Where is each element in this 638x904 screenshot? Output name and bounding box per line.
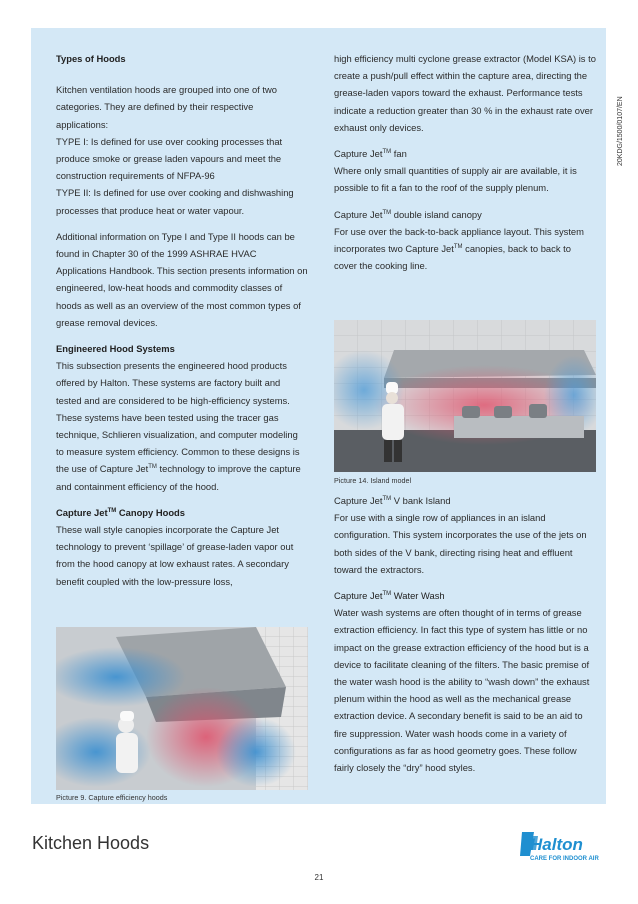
- canopy-heading: Capture Jet™ Canopy Hoods: [56, 506, 186, 518]
- canopy-paragraph: These wall style canopies incorporate the Capture Jet technology to prevent ‘spillage’ of grease-laden vapor out from the hood canopy at low exhaust rates. A secondary benefit coupled with the low-pressure loss,: [56, 524, 294, 587]
- island-model-image: [334, 320, 596, 472]
- vbank-heading: Capture Jet™ V bank Island: [334, 495, 451, 506]
- footer-title: Kitchen Hoods: [32, 833, 150, 853]
- fan-paragraph: Where only small quantities of supply air are available, it is possible to fit a fan to the roof of the supply plenum.: [334, 165, 577, 194]
- engineered-paragraph-1: This subsection presents the engineered hood products offered by Halton. These systems are factory built and tested and are considered to be high-efficiency systems.: [56, 360, 290, 406]
- right-column-lower: [334, 492, 596, 776]
- svg-text:CARE FOR INDOOR AIR: CARE FOR INDOOR AIR: [530, 856, 599, 862]
- engineered-paragraph-2: These systems have been tested using the tracer gas technique, Schlieren visualization, and computer modeling to measure system efficiency. Common to these designs is the use of Capture Jet™ technology to improve the capture and containment efficiency of the hood.: [56, 411, 301, 492]
- types-heading: Types of Hoods: [56, 53, 126, 64]
- types-paragraph-3: TYPE II: Is defined for use over cooking and dishwashing processes that produce heat or water vapour.: [56, 187, 294, 216]
- document-reference-text: 20KDG/1500/0107/EN: [617, 96, 624, 166]
- capture-efficiency-image: [56, 627, 308, 790]
- waterwash-heading: Capture Jet™ Water Wash: [334, 590, 445, 602]
- picture-14-caption: Picture 14. Island model: [334, 476, 412, 485]
- left-column: [56, 50, 308, 590]
- picture-9-caption: Picture 9. Capture efficiency hoods: [56, 793, 168, 802]
- types-paragraph-2: TYPE I: Is defined for use over cooking processes that produce smoke or grease laden vapours and meet the construction requirements of NFPA-96: [56, 135, 283, 182]
- island-heading: Capture Jet™ double island canopy: [334, 208, 482, 220]
- island-paragraph: For use over the back-to-back appliance layout. This system incorporates two Capture Jet™ canopies, back to back to cover the cooking line.: [334, 225, 584, 272]
- page-number: 21: [314, 873, 324, 882]
- engineered-heading: Engineered Hood Systems: [56, 343, 175, 355]
- right-column: [334, 50, 596, 274]
- document-reference: [617, 36, 631, 166]
- right-paragraph-1: high efficiency multi cyclone grease extractor (Model KSA) is to create a push/pull effect within the capture area, directing the grease-laden vapors toward the exhaust. Performance tests indicate a reduction greater than 30 % in the exhaust rate over exhaust only devices.: [334, 53, 596, 133]
- svg-text:Halton: Halton: [530, 835, 583, 854]
- fan-heading: Capture Jet™ fan: [334, 148, 407, 160]
- types-paragraph-4: Additional information on Type I and Type II hoods can be found in Chapter 30 of the 1999 ASHRAE HVAC Applications Handbook. This section presents information on engineered, low-heat hoods and commodity classes of hoods as well as an overview of the most common types of grease removal devices.: [56, 230, 308, 328]
- waterwash-paragraph: Water wash systems are often thought of in terms of grease extraction efficiency. In fact this type of system has little or no impact on the grease extraction efficiency of the hood but is a device to facilitate cleaning of the filters. The basic premise of the water wash hood is the ability to “wash down” the exhaust plenum within the hood as well as the mechanical grease extraction device. A secondary benefit is said to be an aid to fire suppression. Water wash hoods come in a variety of configurations as far as hood geometry goes. These follow fairly closely the “dry” hood styles.: [334, 607, 590, 774]
- halton-logo: [520, 828, 610, 864]
- types-paragraph-1: Kitchen ventilation hoods are grouped into one of two categories. They are defined by their respective applications:: [56, 84, 277, 130]
- vbank-paragraph: For use with a single row of appliances in an island configuration. This system incorporates the use of the jets on both sides of the V bank, directing rising heat and effluent toward the extractors.: [334, 512, 587, 575]
